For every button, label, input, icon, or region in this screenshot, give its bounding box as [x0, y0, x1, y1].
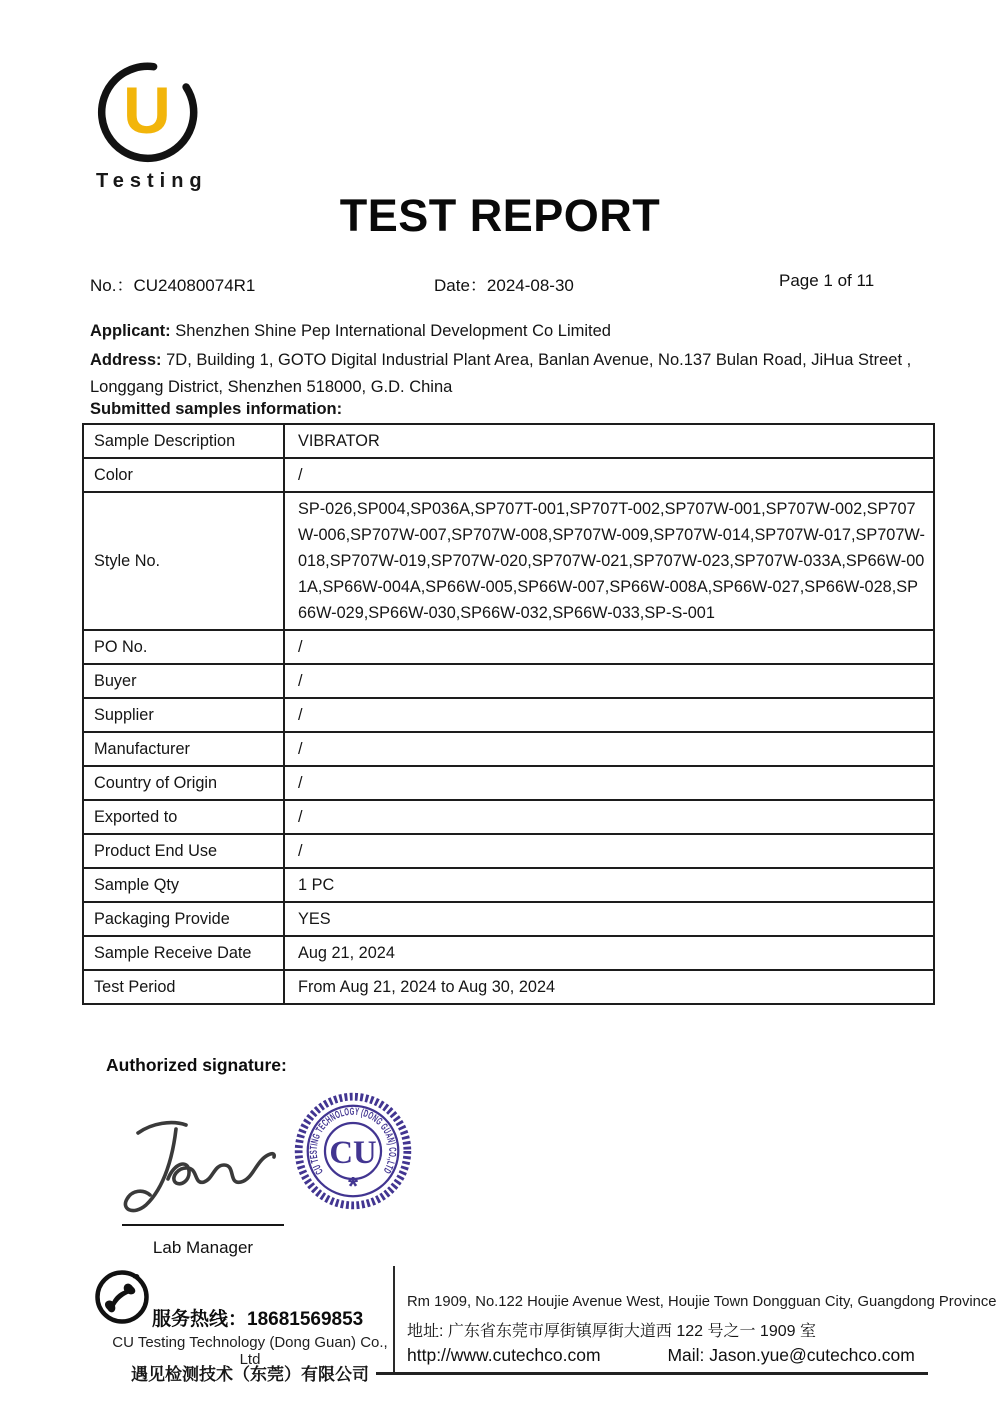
samples-section-heading: Submitted samples information: [90, 400, 343, 418]
row-value: 1 PC [284, 868, 934, 902]
row-value: VIBRATOR [284, 424, 934, 458]
applicant-value: Shenzhen Shine Pep International Development Co Limited [175, 322, 611, 340]
row-label: PO No. [83, 630, 284, 664]
authorized-signature-heading: Authorized signature: [106, 1055, 287, 1075]
mail-contact [667, 1345, 914, 1365]
row-value: / [284, 664, 934, 698]
row-value: / [284, 458, 934, 492]
report-date [434, 271, 574, 296]
stamp-bottom-asterisk: * [347, 1172, 359, 1201]
mail-value: Jason.yue@cutechco.com [709, 1345, 915, 1365]
table-row [83, 834, 934, 868]
applicant-label: Applicant: [90, 322, 171, 340]
signature-stroke [138, 1123, 186, 1133]
row-value: / [284, 766, 934, 800]
samples-table [82, 423, 935, 1005]
row-label: Sample Qty [83, 868, 284, 902]
report-date-label: Date： [434, 276, 487, 295]
signature-stroke [125, 1129, 176, 1211]
address-label: Address: [90, 351, 162, 369]
row-value: Aug 21, 2024 [284, 936, 934, 970]
address-line [90, 347, 942, 400]
row-label: Style No. [83, 492, 284, 630]
row-value: / [284, 698, 934, 732]
applicant-line [90, 322, 611, 341]
table-row [83, 698, 934, 732]
row-label: Test Period [83, 970, 284, 1004]
row-value: / [284, 732, 934, 766]
table-row [83, 630, 934, 664]
stamp-ring-text: CU TESTING TECHNOLOGY (DONG GUAN) CO.,LTD [308, 1106, 398, 1179]
row-label: Sample Receive Date [83, 936, 284, 970]
table-row [83, 424, 934, 458]
logo-letter-u: U [123, 73, 171, 147]
report-number-value: CU24080074R1 [133, 276, 256, 295]
table-row [83, 492, 934, 630]
row-value: YES [284, 902, 934, 936]
footer-address-en: Rm 1909, No.122 Houjie Avenue West, Houjie Town Dongguan City, Guangdong Province [407, 1294, 997, 1310]
hotline-label: 服务热线： [152, 1309, 248, 1330]
row-value: SP-026,SP004,SP036A,SP707T-001,SP707T-002,SP707W-001,SP707W-002,SP707W-006,SP707W-007,SP707W-008,SP707W-009,SP707W-014,SP707W-017,SP707W-018,SP707W-019,SP707W-020,SP707W-021,SP707W-023,SP707W-033A,SP66W-001A,SP66W-004A,SP66W-005,SP66W-007,SP66W-008A,SP66W-027,SP66W-028,SP66W-029,SP66W-030,SP66W-032,SP66W-033,SP-S-001 [284, 492, 934, 630]
footer-contact-line [407, 1345, 915, 1366]
row-value: / [284, 800, 934, 834]
signature-line [122, 1224, 284, 1226]
table-row [83, 664, 934, 698]
row-label: Country of Origin [83, 766, 284, 800]
company-name-en: CU Testing Technology (Dong Guan) Co., Ltd [112, 1334, 388, 1368]
cu-testing-logo [90, 56, 210, 168]
table-row [83, 868, 934, 902]
footer-address-cn: 地址: 广东省东莞市厚街镇厚街大道西 122 号之一 1909 室 [407, 1323, 816, 1340]
row-label: Sample Description [83, 424, 284, 458]
table-row [83, 970, 934, 1004]
signature-stroke [168, 1154, 274, 1184]
stamp-center-text: CU [329, 1135, 377, 1172]
signer-role: Lab Manager [152, 1238, 254, 1257]
footer-divider [393, 1266, 395, 1372]
report-number [90, 271, 255, 296]
row-label: Supplier [83, 698, 284, 732]
row-label: Manufacturer [83, 732, 284, 766]
company-name-cn: 遇见检测技术（东莞）有限公司 [131, 1365, 369, 1384]
phone-icon [92, 1267, 154, 1329]
row-label: Color [83, 458, 284, 492]
website-link: http://www.cutechco.com [407, 1345, 601, 1365]
report-date-value: 2024-08-30 [486, 276, 574, 295]
row-label: Packaging Provide [83, 902, 284, 936]
row-label: Product End Use [83, 834, 284, 868]
logo-brand-text: Testing [96, 170, 208, 192]
hotline-number: 18681569853 [247, 1309, 364, 1330]
handwritten-signature [110, 1095, 280, 1227]
table-row [83, 800, 934, 834]
table-row [83, 766, 934, 800]
page-indicator: Page 1 of 11 [779, 271, 875, 290]
company-stamp [284, 1082, 422, 1220]
mail-label: Mail: [667, 1345, 705, 1365]
footer-rule [376, 1372, 928, 1375]
table-row [83, 902, 934, 936]
table-row [83, 936, 934, 970]
page-title: TEST REPORT [339, 190, 661, 241]
row-value: / [284, 834, 934, 868]
address-value: 7D, Building 1, GOTO Digital Industrial Plant Area, Banlan Avenue, No.137 Bulan Road, JiHua Street , Longgang District, Shenzhen 518000, G.D. China [90, 351, 912, 396]
table-row [83, 732, 934, 766]
service-hotline [152, 1304, 363, 1331]
row-label: Buyer [83, 664, 284, 698]
row-value: / [284, 630, 934, 664]
table-row [83, 458, 934, 492]
row-label: Exported to [83, 800, 284, 834]
row-value: From Aug 21, 2024 to Aug 30, 2024 [284, 970, 934, 1004]
report-number-label: No.： [90, 276, 134, 295]
